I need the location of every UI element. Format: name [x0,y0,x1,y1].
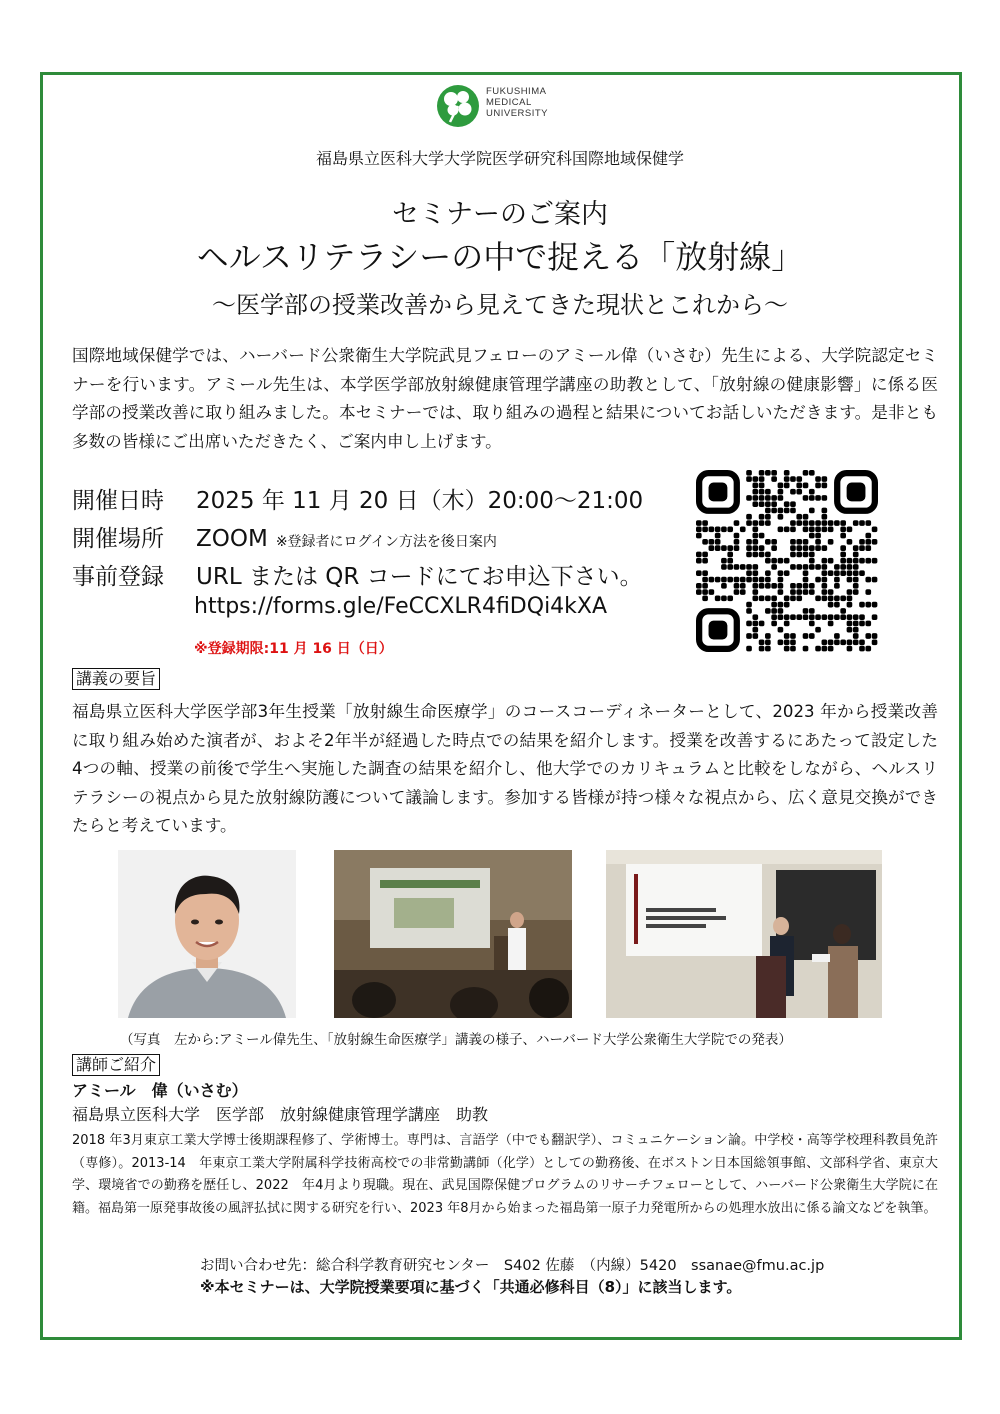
registration-value: URL または QR コードにてお申込下さい。 [196,564,643,590]
logo-line: MEDICAL [486,97,532,108]
department-name: 福島県立医科大学大学院医学研究科国際地域保健学 [315,149,684,168]
harvard-presentation-photo [606,850,882,1018]
date-value: 2025 年 11 月 20 日（木）20:00～21:00 [196,488,644,514]
venue-value: ZOOM [196,526,268,552]
lecturer-portrait-photo [118,850,296,1018]
seminar-label: セミナーのご案内 [392,199,608,230]
venue-row [72,520,497,553]
outline-label: 講義の要旨 [72,668,160,690]
contact-info: お問い合わせ先：総合科学教育研究センター S402 佐藤 （内線）5420 ssanae@fmu.ac.jp [200,1258,825,1274]
registration-label: 事前登録 [72,564,164,590]
registration-deadline: ※登録期限:11 月 16 日（日） [194,641,393,657]
registration-row [72,558,643,591]
date-label: 開催日時 [72,488,164,514]
venue-note: ※登録者にログイン方法を後日案内 [275,534,497,550]
university-logo [436,84,566,130]
venue-label: 開催場所 [72,526,164,552]
logo-line: FUKUSHIMA [486,86,547,97]
registration-url[interactable]: https://forms.gle/FeCCXLR4fiDQi4kXA [194,594,608,619]
lecturer-bio: 2018 年3月東京工業大学博士後期課程修了、学術博士。専門は、言語学（中でも翻訳学）、コミュニケーション論。中学校・高等学校理科教員免許（専修）。2013-14 年東京工業大学附属科学技術高校での非常勤講師（化学）としての勤務後、在ボストン日本国総領事館、文部科学省、東京大学、環境省での勤務を歴任し、2022 年4月より現職。現在、武見国際保健プログラムのリサーチフェローとして、ハーバード公衆衛生大学院に在籍。福島第一原発事故後の風評払拭に関する研究を行い、2023 年8月から始まった福島第一原子力発電所からの処理水放出に係る論文などを執筆。 [72,1133,938,1216]
qr-code[interactable] [696,470,878,656]
intro-paragraph: 国際地域保健学では、ハーバード公衆衛生大学院武見フェローのアミール偉（いさむ）先生による、大学院認定セミナーを行います。アミール先生は、本学医学部放射線健康管理学講座の助教として、「放射線の健康影響」に係る医学部の授業改善に取り組みました。本セミナーでは、取り組みの過程と結果についてお話しいただきます。是非とも多数の皆様にご出席いただきたく、ご案内申し上げます。 [72,346,938,451]
date-row [72,482,643,515]
logo-text [486,86,548,119]
lecture-photo [334,850,572,1018]
page-subtitle: ～医学部の授業改善から見えてきた現状とこれから～ [212,291,788,319]
course-notice: ※本セミナーは、大学院授業要項に基づく「共通必修科目（8）」に該当します。 [200,1278,742,1296]
logo-line: UNIVERSITY [486,108,549,119]
page-title: ヘルスリテラシーの中で捉える「放射線」 [196,238,804,276]
lecturer-name: アミール 偉（いさむ） [72,1081,248,1100]
photo-caption: （写真 左から:アミール偉先生、「放射線生命医療学」講義の様子、ハーバード大学公衆衛生大学院での発表） [120,1032,792,1048]
outline-paragraph: 福島県立医科大学医学部3年生授業「放射線生命医療学」のコースコーディネーターとして、2023 年から授業改善に取り組み始めた演者が、およそ2年半が経過した時点での結果を紹介します。授業を改善するにあたって設定した4つの軸、授業の前後で学生へ実施した調査の結果を紹介し、他大学でのカリキュラムと比較をしながら、ヘルスリテラシーの視点から見た放射線防護について議論します。参加する皆様が持つ様々な視点から、広く意見交換ができたらと考えています。 [72,702,938,835]
clover-leaf-icon [436,84,480,128]
lecturer-affiliation: 福島県立医科大学 医学部 放射線健康管理学講座 助教 [72,1105,489,1124]
lecturer-label: 講師ご紹介 [72,1054,160,1076]
